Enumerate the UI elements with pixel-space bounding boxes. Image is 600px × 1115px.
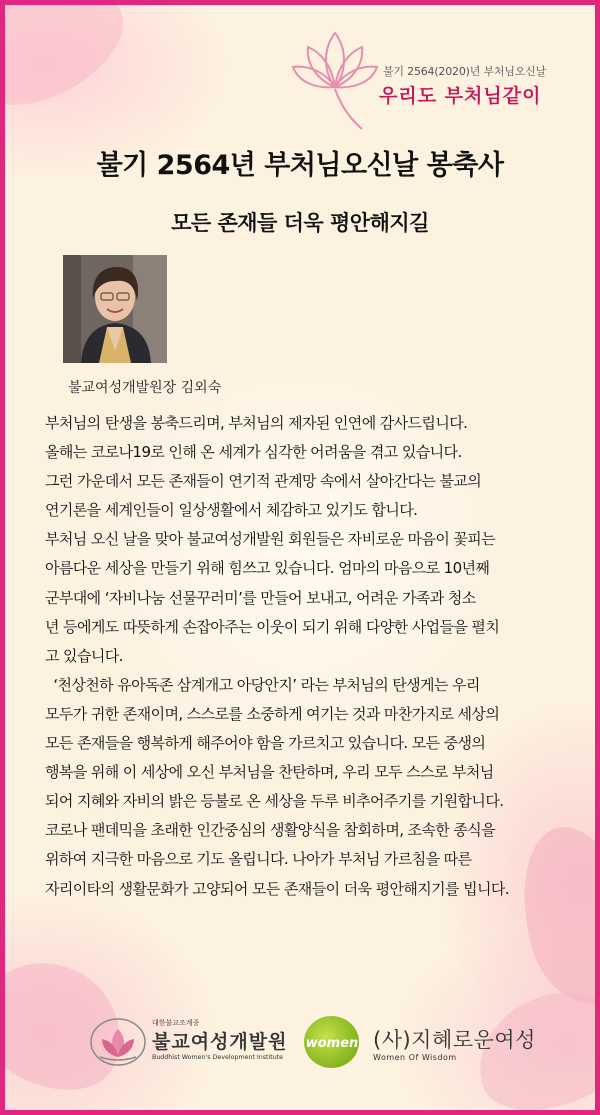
body-line: 모두가 귀한 존재이며, 스스로를 소중하게 여기는 것과 마찬가지로 세상의 [45,704,500,723]
body-line: 연기론을 세계인들이 일상생활에서 체감하고 있기도 합니다. [45,501,418,520]
body-line: 고 있습니다. [45,646,123,665]
lotus-icon [290,25,380,130]
author-photo [63,255,167,363]
body-line: 아름다운 세상을 만들기 위해 힘쓰고 있습니다. 엄마의 마음으로 10년째 [45,559,490,578]
body-line: 위하여 지극한 마음으로 기도 올립니다. 나아가 부처님 가르침을 따른 [45,850,472,869]
bwdi-logo-english: Buddhist Women's Development Institute [152,1054,284,1061]
body-line: 부처님 오신 날을 맞아 불교여성개발원 회원들은 자비로운 마음이 꽃피는 [45,530,496,549]
bwdi-logo-name: 불교여성개발원 [152,1031,288,1053]
body-line: 자리이타의 생활문화가 고양되어 모든 존재들이 더욱 평안해지기를 빕니다. [45,879,509,898]
author-caption: 불교여성개발원장 김외숙 [68,380,222,396]
body-line: 되어 지혜와 자비의 밝은 등불로 온 세상을 두루 비추어주기를 기원합니다. [45,792,504,811]
body-line: 모든 존재들을 행복하게 해주어야 함을 가르치고 있습니다. 모든 중생의 [45,734,486,753]
body-line: 코로나 팬데믹을 초래한 인간중심의 생활양식을 참회하며, 조속한 종식을 [45,821,496,840]
wow-logo-english: Women Of Wisdom [373,1053,457,1062]
body-line: ‘천상천하 유아독존 삼계개고 아당안지’ 라는 부처님의 탄생게는 우리 [45,675,480,694]
body-line: 그런 가운데서 모든 존재들이 연기적 관계망 속에서 살아간다는 불교의 [45,472,482,491]
wow-logo-name: (사)지혜로운여성 [373,1028,536,1052]
lotus-petal-decoration [0,0,142,128]
footer-logos [5,1010,595,1080]
women-badge-text: women [305,1036,359,1051]
body-line: 행복을 위해 이 세상에 오신 부처님을 찬탄하며, 우리 모두 스스로 부처님 [45,763,494,782]
page-subtitle: 모든 존재들 더욱 평안해지길 [171,211,429,235]
page-title: 불기 2564년 부처님오신날 봉축사 [96,150,504,181]
body-line: 올해는 코로나19로 인해 온 세계가 심각한 어려움을 겪고 있습니다. [45,443,462,462]
body-line: 부처님의 탄생을 봉축드리며, 부처님의 제자된 인연에 감사드립니다. [45,414,468,432]
message-body [45,409,575,904]
body-line: 군부대에 ‘자비나눔 선물꾸러미’를 만들어 보내고, 어려운 가족과 청소 [45,588,476,607]
bwdi-logo-small-text: 대한불교조계종 [152,1019,200,1027]
header-subtitle: 불기 2564(2020)년 부처님오신날 [383,65,546,78]
bwdi-lotus-logo-icon [90,1017,146,1067]
header-slogan: 우리도 부처님같이 [379,85,542,107]
body-line: 년 등에게도 따뜻하게 손잡아주는 이웃이 되기 위해 다양한 사업들을 펼치 [45,617,500,636]
